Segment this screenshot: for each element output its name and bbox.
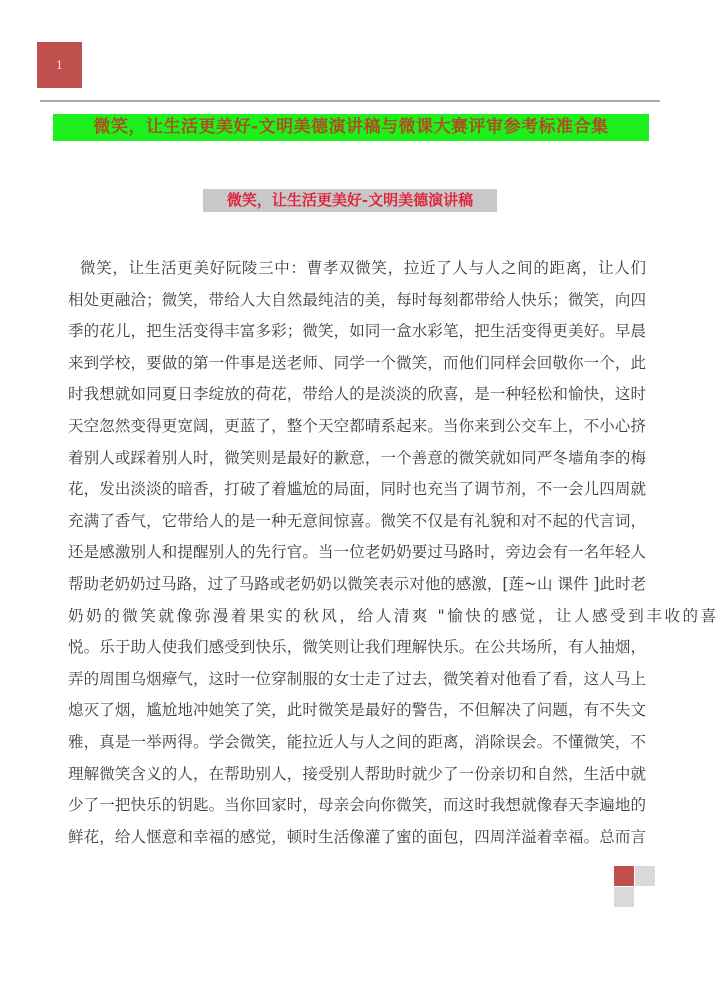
document-title: 微笑，让生活更美好-文明美德演讲稿与微课大赛评审参考标准合集 [53, 114, 649, 141]
body-line: 天空忽然变得更宽阔，更蓝了，整个天空都晴系起来。当你来到公交车上，不小心挤 [68, 416, 646, 435]
body-line: 季的花儿，把生活变得丰富多彩；微笑，如同一盒水彩笔，把生活变得更美好。早晨 [68, 322, 646, 341]
body-line: 悦。乐于助人使我们感受到快乐，微笑则让我们理解快乐。在公共场所，有人抽烟， [68, 638, 646, 657]
body-line: 花，发出淡淡的暗香，打破了着尴尬的局面，同时也充当了调节剂，不一会儿四周就 [68, 480, 646, 499]
page-number: 1 [56, 58, 63, 72]
body-line: 还是感激别人和提醒别人的先行官。当一位老奶奶要过马路时，旁边会有一名年轻人 [68, 543, 646, 562]
corner-decoration-gray [635, 866, 655, 886]
body-line: 相处更融洽；微笑，带给人大自然最纯洁的美，每时每刻都带给人快乐；微笑，向四 [68, 290, 646, 309]
body-text [68, 256, 719, 856]
body-line: 微笑，让生活更美好阮陵三中：曹孝双微笑，拉近了人与人之间的距离，让人们 [80, 259, 646, 277]
page-number-badge [37, 42, 82, 88]
body-line: 熄灭了烟，尴尬地冲她笑了笑，此时微笑是最好的警告，不但解决了问题，有不失文 [68, 701, 646, 720]
body-line: 时我想就如同夏日李绽放的荷花，带给人的是淡淡的欣喜，是一种轻松和愉快，这时 [68, 385, 646, 404]
body-line: 奶奶的微笑就像弥漫着果实的秋风，给人清爽 "愉快的感觉，让人感受到丰收的喜 [68, 606, 719, 625]
body-line: 弄的周围乌烟瘴气，这时一位穿制服的女士走了过去，微笑着对他看了看，这人马上 [68, 669, 646, 688]
body-line: 理解微笑含义的人，在帮助别人，接受别人帮助时就少了一份亲切和自然，生活中就 [68, 764, 646, 783]
corner-decoration-gray [614, 887, 634, 907]
header-divider [40, 100, 660, 102]
body-line: 鲜花，给人惬意和幸福的感觉，顿时生活像灌了蜜的面包，四周洋溢着幸福。总而言 [68, 827, 646, 846]
corner-decoration-red [614, 866, 634, 886]
body-line: 来到学校，要做的第一件事是送老师、同学一个微笑，而他们同样会回敬你一个，此 [68, 353, 646, 372]
body-line: 雅，真是一举两得。学会微笑，能拉近人与人之间的距离，消除误会。不懂微笑，不 [68, 732, 646, 751]
section-title: 微笑，让生活更美好-文明美德演讲稿 [203, 189, 497, 212]
body-line: 着别人或踩着别人时，微笑则是最好的歉意，一个善意的微笑就如同严冬墙角李的梅 [68, 448, 646, 467]
body-line: 充满了香气，它带给人的是一种无意间惊喜。微笑不仅是有礼貌和对不起的代言词， [68, 511, 646, 530]
body-line: 少了一把快乐的钥匙。当你回家时，母亲会向你微笑，而这时我想就像春天李遍地的 [68, 796, 646, 815]
body-line: 帮助老奶奶过马路，过了马路或老奶奶以微笑表示对他的感激，[莲~山 课件 ]此时老 [68, 574, 646, 593]
